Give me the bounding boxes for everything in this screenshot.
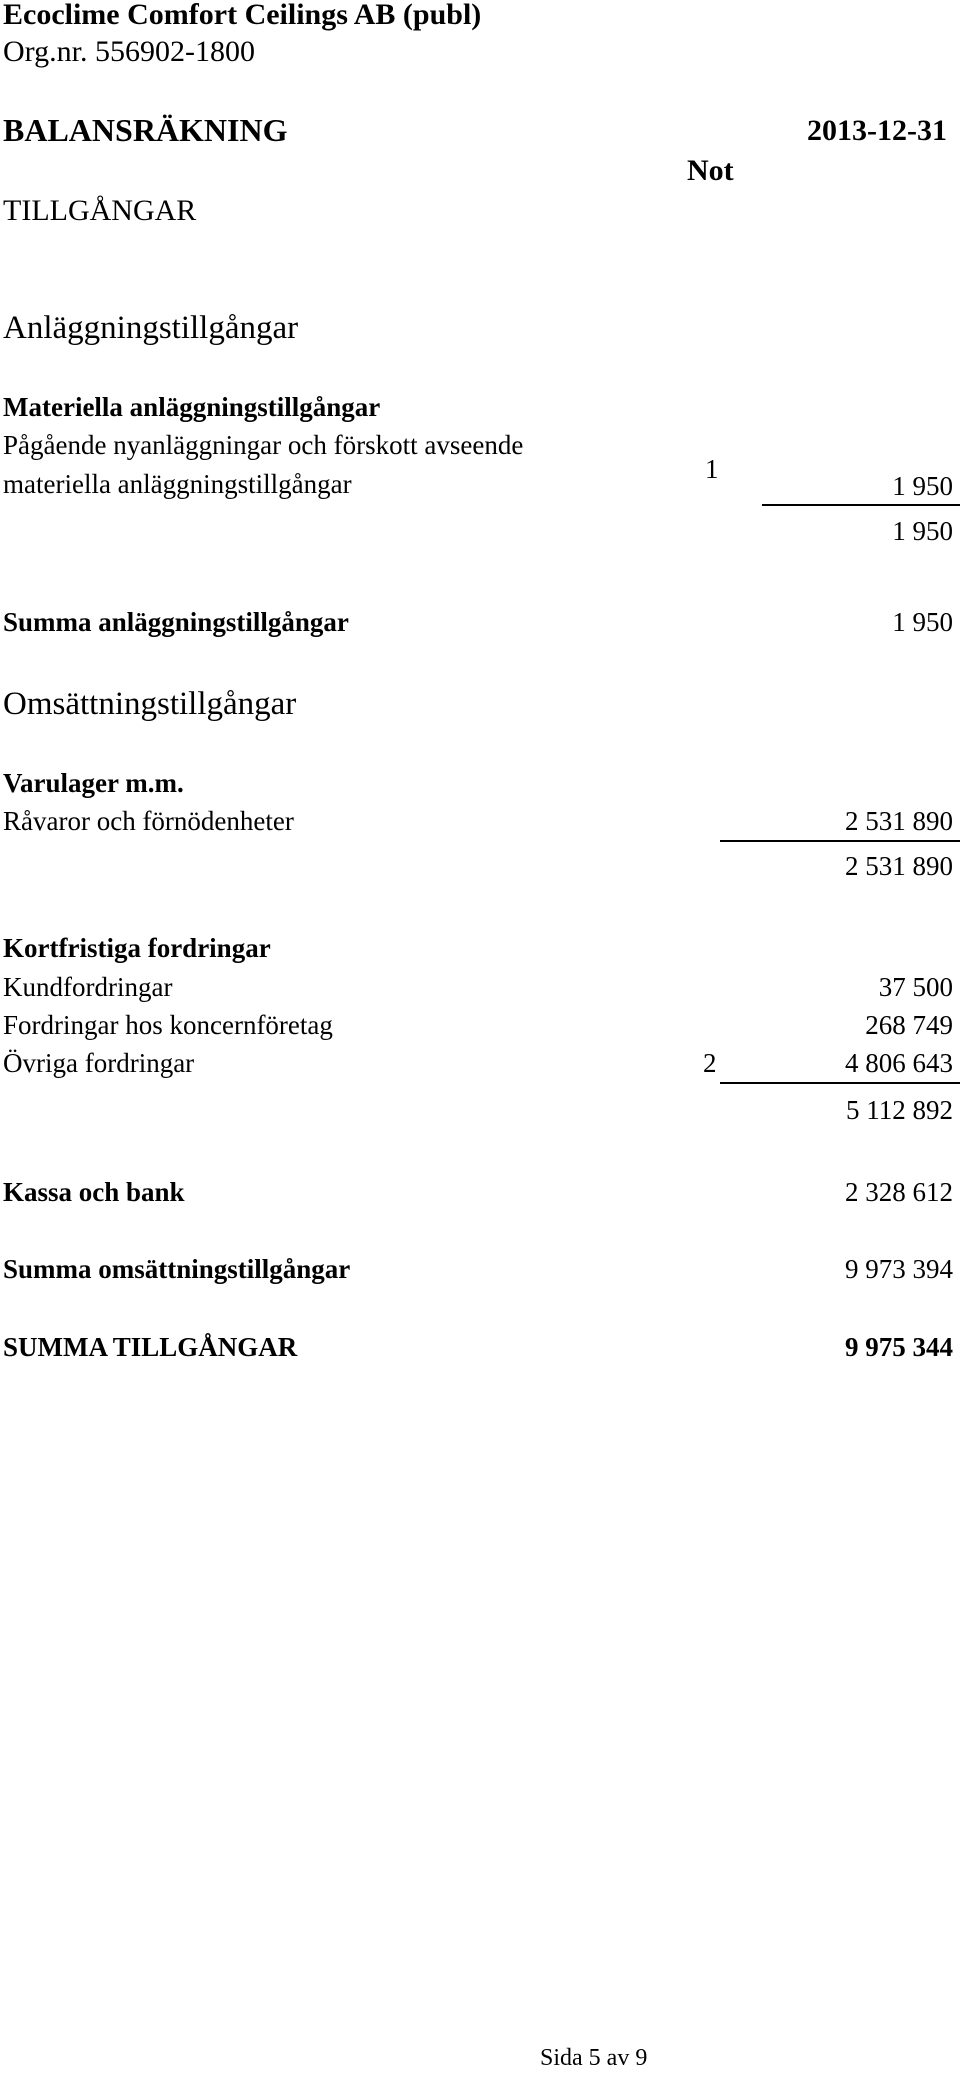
section-heading-assets: TILLGÅNGAR <box>3 194 197 227</box>
subtotal-rule <box>720 840 960 842</box>
total-assets-label: SUMMA TILLGÅNGAR <box>3 1332 298 1362</box>
company-name: Ecoclime Comfort Ceilings AB (publ) <box>3 0 482 31</box>
fixed-assets-heading: Anläggningstillgångar <box>3 310 299 346</box>
current-assets-heading: Omsättningstillgångar <box>3 686 297 722</box>
raw-materials-label: Råvaror och förnödenheter <box>3 806 294 836</box>
group-receivables-label: Fordringar hos koncernföretag <box>3 1010 333 1040</box>
other-receivables-value: 4 806 643 <box>845 1048 953 1078</box>
ongoing-label-line2: materiella anläggningstillgångar <box>3 469 352 499</box>
ongoing-note: 1 <box>705 454 719 484</box>
inventory-heading: Varulager m.m. <box>3 768 184 798</box>
subtotal-rule <box>720 1082 960 1084</box>
ongoing-label-line1: Pågående nyanläggningar och förskott avseende <box>3 430 524 460</box>
group-receivables-value: 268 749 <box>865 1010 953 1040</box>
cash-value: 2 328 612 <box>845 1177 953 1207</box>
current-assets-sum-value: 9 973 394 <box>845 1254 953 1284</box>
org-number: Org.nr. 556902-1800 <box>3 35 255 68</box>
raw-materials-value: 2 531 890 <box>845 806 953 836</box>
other-receivables-label: Övriga fordringar <box>3 1048 195 1078</box>
subtotal-rule <box>762 504 960 506</box>
statement-title: BALANSRÄKNING <box>3 112 288 148</box>
other-receivables-note: 2 <box>703 1048 717 1078</box>
current-assets-sum-label: Summa omsättningstillgångar <box>3 1254 351 1284</box>
fixed-assets-sum-value: 1 950 <box>892 607 953 637</box>
statement-date: 2013-12-31 <box>807 114 947 147</box>
customers-label: Kundfordringar <box>3 972 173 1002</box>
tangible-subtotal: 1 950 <box>892 516 953 546</box>
receivables-heading: Kortfristiga fordringar <box>3 933 271 963</box>
note-column-header: Not <box>687 154 734 187</box>
customers-value: 37 500 <box>878 972 953 1002</box>
receivables-subtotal: 5 112 892 <box>846 1095 953 1125</box>
cash-label: Kassa och bank <box>3 1177 185 1207</box>
total-assets-value: 9 975 344 <box>845 1332 953 1362</box>
inventory-subtotal: 2 531 890 <box>845 851 953 881</box>
ongoing-value: 1 950 <box>892 471 953 501</box>
page-number: Sida 5 av 9 <box>540 2045 648 2071</box>
fixed-assets-sum-label: Summa anläggningstillgångar <box>3 607 349 637</box>
tangible-assets-heading: Materiella anläggningstillgångar <box>3 392 381 422</box>
